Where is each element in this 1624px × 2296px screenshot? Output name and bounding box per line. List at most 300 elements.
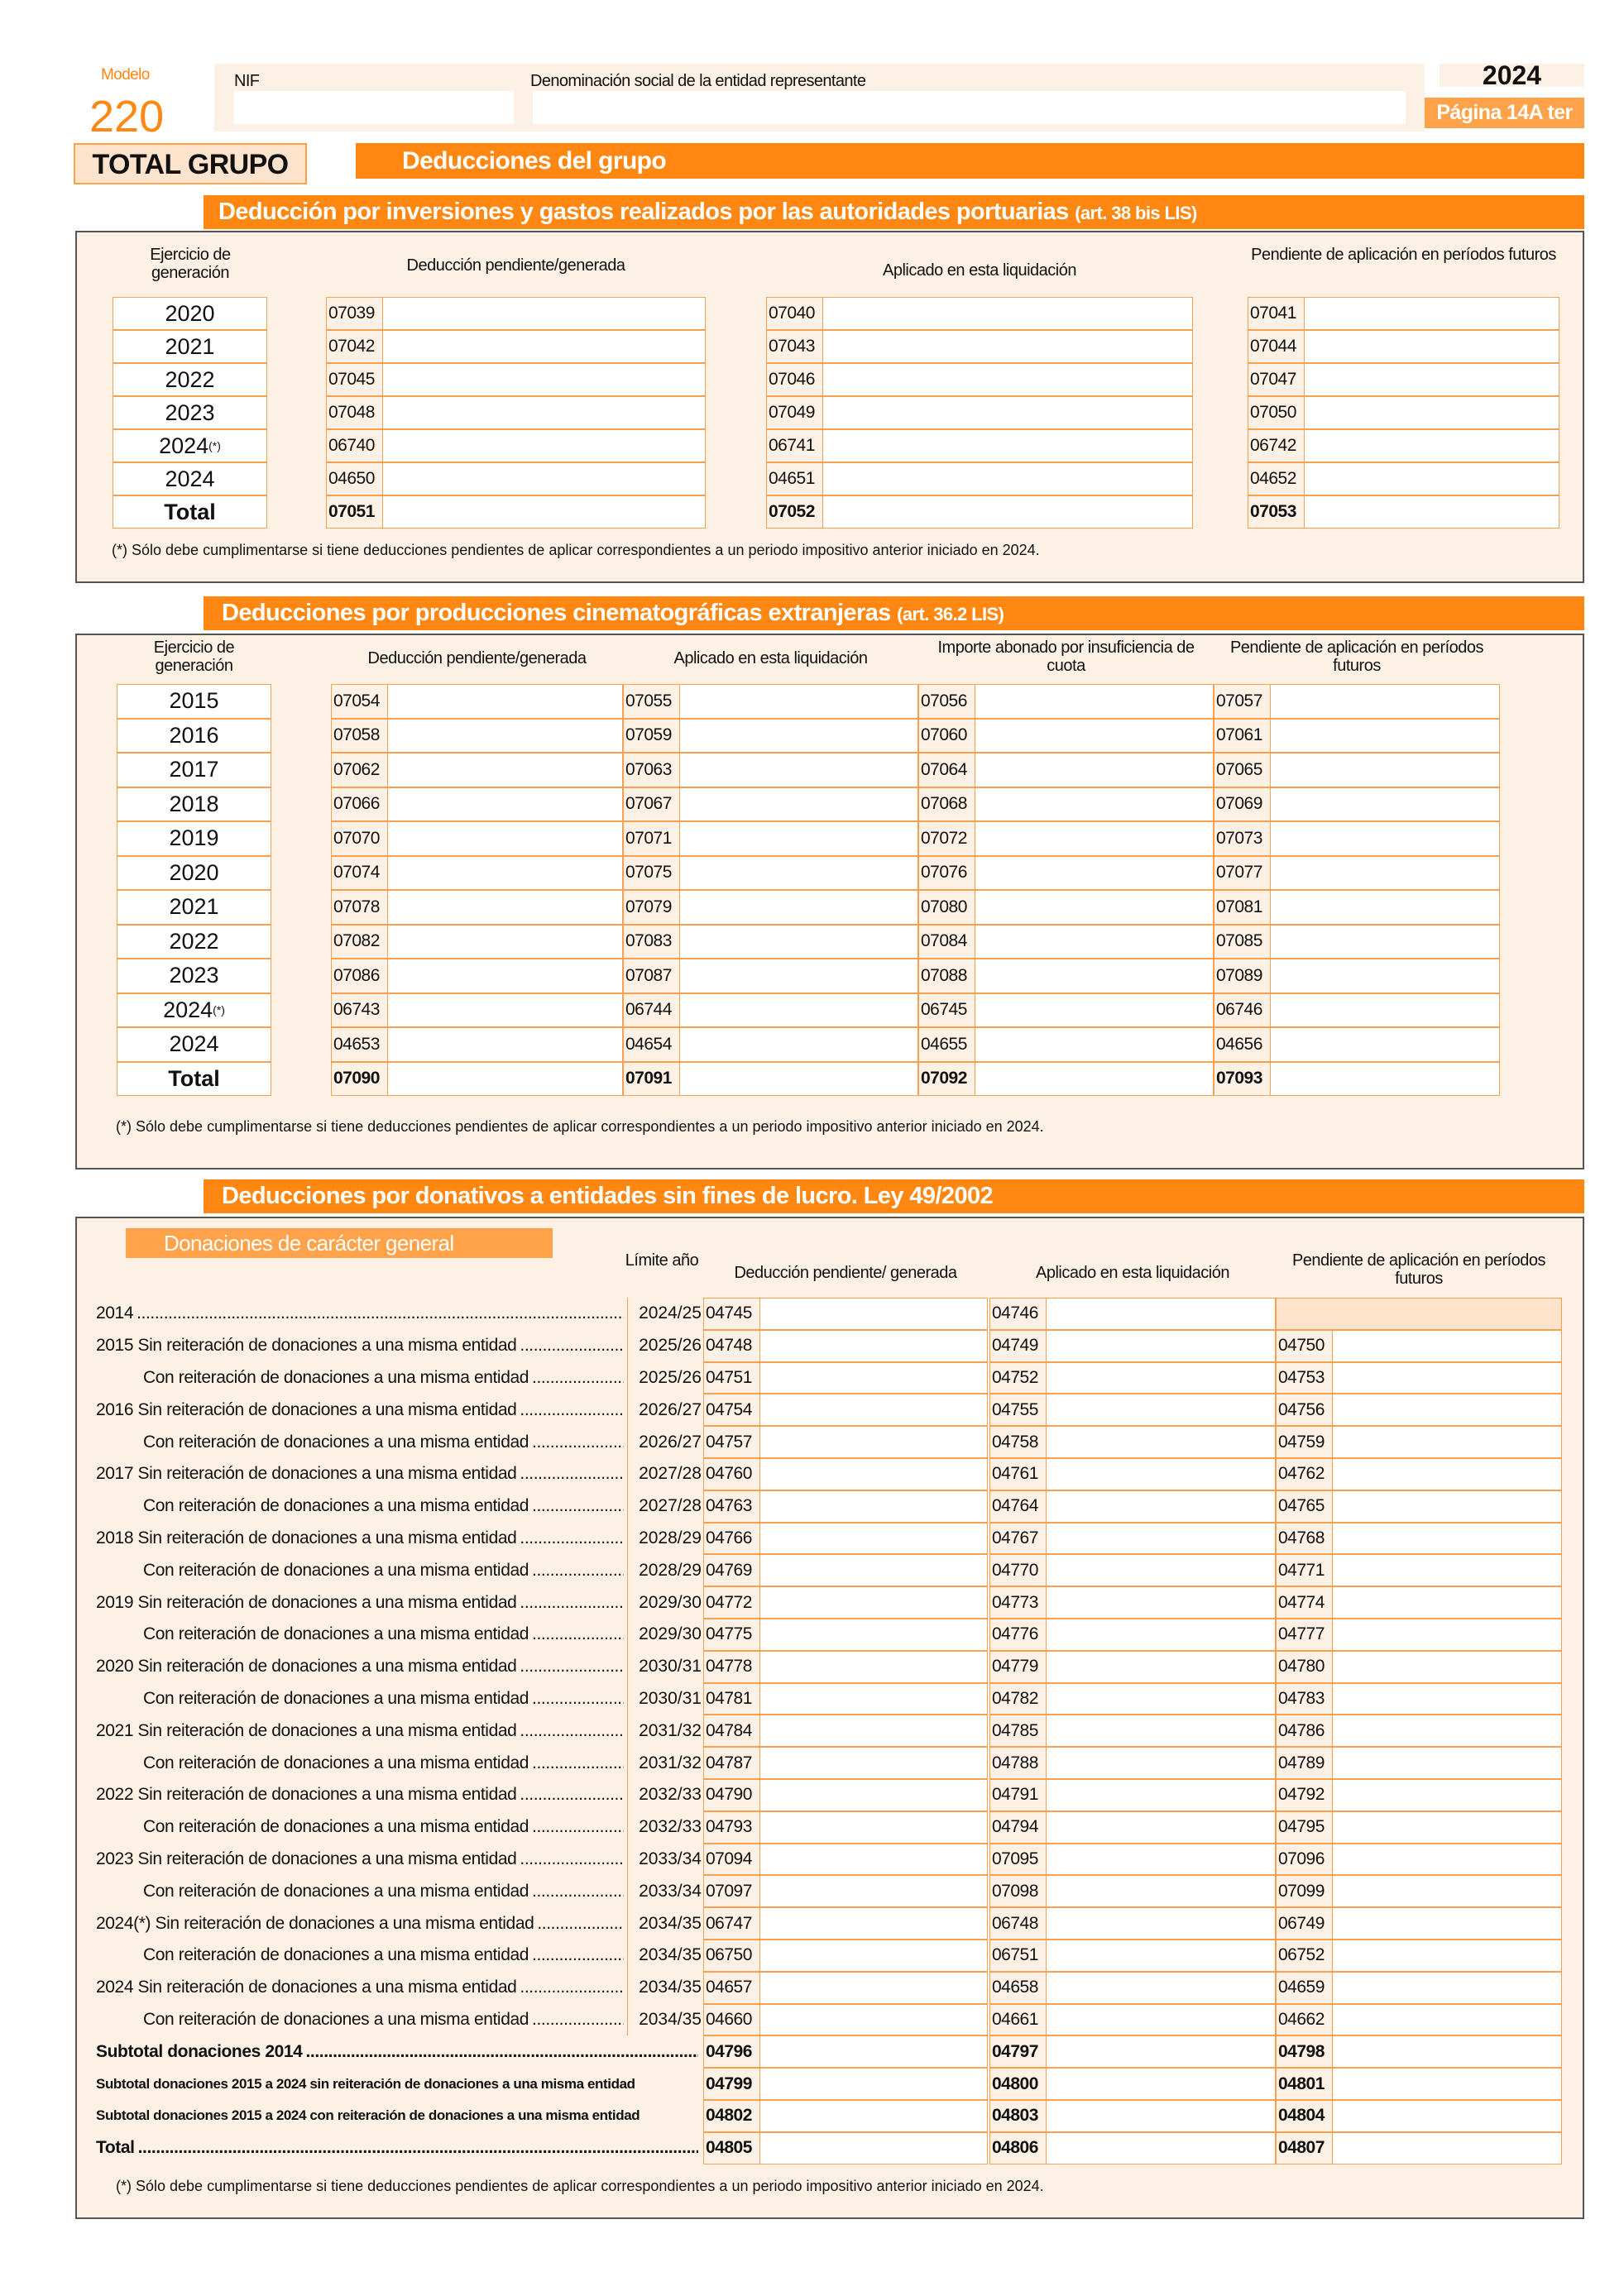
amount-field[interactable] xyxy=(989,1811,1276,1844)
amount-field[interactable] xyxy=(326,429,706,462)
amount-field[interactable] xyxy=(703,1458,988,1490)
amount-field[interactable] xyxy=(766,495,1193,529)
field-code: 07073 xyxy=(1214,822,1271,855)
section-title: Deducciones del grupo xyxy=(356,143,1584,179)
row-label xyxy=(96,1523,624,1555)
row-label xyxy=(96,1394,624,1426)
amount-field[interactable] xyxy=(1276,1940,1562,1972)
field-code: 04789 xyxy=(1277,1748,1333,1778)
limit-year: 2025/26 xyxy=(627,1330,703,1362)
amount-field[interactable] xyxy=(703,1811,988,1844)
row-label-text: 2014 xyxy=(96,1303,134,1323)
limit-year: 2028/29 xyxy=(627,1554,703,1586)
field-code: 04749 xyxy=(990,1331,1047,1361)
field-code: 07043 xyxy=(767,331,823,362)
s1-title-text: Deducción por inversiones y gastos realizados por las autoridades portuarias xyxy=(218,199,1069,225)
amount-field[interactable] xyxy=(989,1683,1276,1715)
nif-input[interactable] xyxy=(234,91,514,124)
field-code: 07056 xyxy=(919,685,975,718)
amount-field[interactable] xyxy=(1276,1554,1562,1586)
amount-field[interactable] xyxy=(703,1907,988,1940)
amount-field[interactable] xyxy=(331,959,623,993)
amount-field[interactable] xyxy=(331,684,623,719)
field-code: 04762 xyxy=(1277,1459,1333,1490)
field-code: 04746 xyxy=(990,1299,1047,1329)
field-code: 04755 xyxy=(990,1394,1047,1425)
amount-field[interactable] xyxy=(703,1298,988,1330)
row-label xyxy=(96,1907,624,1940)
amount-field[interactable] xyxy=(623,890,918,925)
amount-field[interactable] xyxy=(918,1027,1214,1062)
amount-field[interactable] xyxy=(703,1554,988,1586)
amount-field[interactable] xyxy=(918,821,1214,856)
amount-field[interactable] xyxy=(703,2004,988,2036)
field-code: 04765 xyxy=(1277,1491,1333,1522)
amount-field[interactable] xyxy=(1214,925,1500,959)
amount-field[interactable] xyxy=(989,2132,1276,2164)
amount-field[interactable] xyxy=(918,719,1214,753)
field-code: 04791 xyxy=(990,1780,1047,1810)
row-label-text: Con reiteración de donaciones a una misma entidad xyxy=(143,1624,529,1644)
amount-field[interactable] xyxy=(623,959,918,993)
field-code: 04784 xyxy=(704,1715,760,1746)
field-code: 07058 xyxy=(332,720,388,753)
field-code: 07083 xyxy=(624,926,680,959)
amount-field[interactable] xyxy=(703,1394,988,1426)
dot-leader xyxy=(532,1368,624,1388)
amount-field[interactable] xyxy=(766,330,1193,363)
amount-field[interactable] xyxy=(766,429,1193,462)
amount-field[interactable] xyxy=(989,1844,1276,1876)
amount-field[interactable] xyxy=(331,1027,623,1062)
limit-year: 2033/34 xyxy=(627,1875,703,1907)
dot-leader xyxy=(532,1561,624,1581)
amount-field[interactable] xyxy=(331,1062,623,1097)
column-header: Importe abonado por insuficiencia de cuota xyxy=(937,639,1195,675)
amount-field[interactable] xyxy=(1276,1330,1562,1362)
row-label-text: Con reiteración de donaciones a una misma entidad xyxy=(143,2009,529,2029)
field-code: 04787 xyxy=(704,1748,760,1778)
amount-field[interactable] xyxy=(1276,1875,1562,1907)
amount-field[interactable] xyxy=(331,753,623,787)
field-code: 07084 xyxy=(919,926,975,959)
field-code: 04764 xyxy=(990,1491,1047,1522)
amount-field[interactable] xyxy=(989,1426,1276,1458)
note-mark: (*) xyxy=(213,1003,225,1017)
field-code: 04778 xyxy=(704,1652,760,1682)
amount-field[interactable] xyxy=(918,890,1214,925)
amount-field[interactable] xyxy=(703,1683,988,1715)
column-header: Aplicado en esta liquidación xyxy=(1036,1264,1229,1282)
field-code: 06750 xyxy=(704,1940,760,1971)
row-label-text: Con reiteración de donaciones a una misma entidad xyxy=(143,1432,529,1452)
amount-field[interactable] xyxy=(331,925,623,959)
year-cell xyxy=(117,753,271,787)
field-code: 07072 xyxy=(919,822,975,855)
field-code: 07042 xyxy=(327,331,383,362)
amount-field[interactable] xyxy=(623,753,918,787)
field-code: 06742 xyxy=(1248,430,1305,462)
amount-field[interactable] xyxy=(331,719,623,753)
amount-field[interactable] xyxy=(989,2068,1276,2100)
limit-year: 2032/33 xyxy=(627,1811,703,1844)
amount-field[interactable] xyxy=(989,1972,1276,2004)
year-label: 2024 xyxy=(169,1031,219,1057)
amount-field[interactable] xyxy=(1214,753,1500,787)
amount-field[interactable] xyxy=(703,1523,988,1555)
amount-field[interactable] xyxy=(1214,719,1500,753)
amount-field[interactable] xyxy=(703,1779,988,1811)
amount-field[interactable] xyxy=(1214,959,1500,993)
dot-leader xyxy=(537,1914,624,1934)
amount-field[interactable] xyxy=(331,890,623,925)
field-code: 04650 xyxy=(327,463,383,495)
row-label-text: Subtotal donaciones 2015 a 2024 con reiteración de donaciones a una misma entidad xyxy=(96,2107,640,2124)
amount-field[interactable] xyxy=(326,363,706,396)
amount-field[interactable] xyxy=(989,1523,1276,1555)
amount-field[interactable] xyxy=(1214,993,1500,1028)
amount-field[interactable] xyxy=(1248,495,1559,529)
amount-field[interactable] xyxy=(989,1394,1276,1426)
row-label-text: Con reiteración de donaciones a una misma entidad xyxy=(143,1881,529,1901)
field-code: 07057 xyxy=(1214,685,1271,718)
amount-field[interactable] xyxy=(703,1715,988,1747)
amount-field[interactable] xyxy=(1276,2004,1562,2036)
amount-field[interactable] xyxy=(703,1586,988,1619)
field-code: 04776 xyxy=(990,1619,1047,1650)
dot-leader xyxy=(532,1624,624,1644)
row-label-text: 2020 Sin reiteración de donaciones a una misma entidad xyxy=(96,1657,517,1677)
amount-field[interactable] xyxy=(703,1844,988,1876)
amount-field[interactable] xyxy=(703,1940,988,1972)
amount-field[interactable] xyxy=(1276,1619,1562,1651)
column-header: Ejercicio de generación xyxy=(150,246,231,282)
field-code: 04753 xyxy=(1277,1363,1333,1394)
amount-field[interactable] xyxy=(703,1426,988,1458)
amount-field[interactable] xyxy=(989,1298,1276,1330)
field-code: 07094 xyxy=(704,1844,760,1875)
amount-field[interactable] xyxy=(1276,1683,1562,1715)
amount-field[interactable] xyxy=(326,462,706,495)
column-header: Deducción pendiente/generada xyxy=(367,649,587,667)
amount-field[interactable] xyxy=(989,2004,1276,2036)
dot-leader xyxy=(305,2042,698,2062)
s2-title xyxy=(204,596,1584,630)
field-code: 07089 xyxy=(1214,959,1271,993)
amount-field[interactable] xyxy=(1248,462,1559,495)
amount-field[interactable] xyxy=(989,1940,1276,1972)
amount-field[interactable] xyxy=(326,330,706,363)
field-code: 07098 xyxy=(990,1876,1047,1906)
field-code: 04757 xyxy=(704,1427,760,1457)
limit-year: 2029/30 xyxy=(627,1619,703,1651)
field-code: 04795 xyxy=(1277,1812,1333,1843)
amount-field[interactable] xyxy=(326,297,706,330)
amount-field[interactable] xyxy=(1276,1523,1562,1555)
amount-field[interactable] xyxy=(623,993,918,1028)
column-header: Deducción pendiente/ generada xyxy=(734,1264,957,1282)
amount-field[interactable] xyxy=(766,462,1193,495)
field-code: 07070 xyxy=(332,822,388,855)
year-label: 2023 xyxy=(169,963,219,988)
field-code: 07053 xyxy=(1248,496,1305,528)
amount-field[interactable] xyxy=(703,2132,988,2164)
field-code: 07097 xyxy=(704,1876,760,1906)
year-label: 2020 xyxy=(169,859,219,885)
row-label-text: Con reiteración de donaciones a una misma entidad xyxy=(143,1560,529,1580)
amount-field[interactable] xyxy=(918,959,1214,993)
amount-field[interactable] xyxy=(1248,429,1559,462)
amount-field[interactable] xyxy=(1276,1811,1562,1844)
field-code: 04781 xyxy=(704,1684,760,1715)
field-code: 04779 xyxy=(990,1652,1047,1682)
year-cell xyxy=(113,363,267,396)
row-label xyxy=(96,1458,624,1490)
amount-field[interactable] xyxy=(918,684,1214,719)
year-cell xyxy=(117,787,271,822)
field-code: 04775 xyxy=(704,1619,760,1650)
dot-leader xyxy=(520,1978,624,1997)
amount-field[interactable] xyxy=(1276,1972,1562,2004)
amount-field[interactable] xyxy=(623,719,918,753)
s3-note: (*) Sólo debe cumplimentarse si tiene deducciones pendientes de aplicar correspondientes a un periodo impositivo anterior iniciado en 2024. xyxy=(116,2178,1044,2194)
amount-field[interactable] xyxy=(1276,1394,1562,1426)
amount-field[interactable] xyxy=(331,787,623,822)
amount-field[interactable] xyxy=(1214,821,1500,856)
row-label-text: 2024 Sin reiteración de donaciones a una misma entidad xyxy=(96,1978,517,1997)
year-cell xyxy=(113,429,267,462)
field-code: 06743 xyxy=(332,994,388,1027)
amount-field[interactable] xyxy=(989,1651,1276,1683)
field-code: 07095 xyxy=(990,1844,1047,1875)
field-code: 04799 xyxy=(704,2069,760,2099)
field-code: 04752 xyxy=(990,1363,1047,1394)
amount-field[interactable] xyxy=(1248,330,1559,363)
s2-note: (*) Sólo debe cumplimentarse si tiene deducciones pendientes de aplicar correspondientes a un periodo impositivo anterior iniciado en 2024. xyxy=(116,1118,1044,1135)
limit-year: 2027/28 xyxy=(627,1458,703,1490)
year-label: 2020 xyxy=(165,300,215,326)
amount-field[interactable] xyxy=(1276,1715,1562,1747)
dot-leader xyxy=(532,2010,624,2030)
amount-field[interactable] xyxy=(918,993,1214,1028)
modelo-number: 220 xyxy=(89,92,165,141)
row-label-text: 2021 Sin reiteración de donaciones a una misma entidad xyxy=(96,1720,517,1740)
amount-field[interactable] xyxy=(989,1779,1276,1811)
year-cell xyxy=(117,925,271,959)
amount-field[interactable] xyxy=(703,2068,988,2100)
field-code: 07059 xyxy=(624,720,680,753)
amount-field[interactable] xyxy=(331,993,623,1028)
field-code: 07064 xyxy=(919,753,975,787)
limit-year: 2024/25 xyxy=(627,1298,703,1330)
field-code: 04807 xyxy=(1277,2133,1333,2164)
amount-field[interactable] xyxy=(703,1875,988,1907)
amount-field[interactable] xyxy=(331,821,623,856)
amount-field[interactable] xyxy=(1214,1027,1500,1062)
row-label-text: Con reiteración de donaciones a una misma entidad xyxy=(143,1753,529,1772)
amount-field[interactable] xyxy=(623,787,918,822)
field-code: 04785 xyxy=(990,1715,1047,1746)
field-code: 07068 xyxy=(919,788,975,821)
row-label-text: 2016 Sin reiteración de donaciones a una misma entidad xyxy=(96,1399,517,1419)
amount-field[interactable] xyxy=(989,1619,1276,1651)
amount-field[interactable] xyxy=(623,1062,918,1097)
amount-field[interactable] xyxy=(766,396,1193,429)
amount-field[interactable] xyxy=(1276,1747,1562,1779)
field-code: 07046 xyxy=(767,364,823,395)
amount-field[interactable] xyxy=(703,1651,988,1683)
row-label-text: 2015 Sin reiteración de donaciones a una misma entidad xyxy=(96,1336,517,1356)
field-code: 07096 xyxy=(1277,1844,1333,1875)
limit-year: 2027/28 xyxy=(627,1490,703,1523)
amount-field[interactable] xyxy=(918,856,1214,891)
limit-year: 2034/35 xyxy=(627,2004,703,2036)
amount-field[interactable] xyxy=(1214,684,1500,719)
amount-field[interactable] xyxy=(1276,1844,1562,1876)
field-code: 07041 xyxy=(1248,298,1305,329)
amount-field[interactable] xyxy=(623,821,918,856)
amount-field[interactable] xyxy=(989,1747,1276,1779)
dot-leader xyxy=(520,1849,624,1869)
subtotal-label xyxy=(96,2100,698,2132)
field-code: 04780 xyxy=(1277,1652,1333,1682)
amount-field[interactable] xyxy=(989,2100,1276,2132)
row-label xyxy=(143,1490,624,1523)
limit-year: 2034/35 xyxy=(627,1907,703,1940)
amount-field[interactable] xyxy=(703,1972,988,2004)
field-code: 04759 xyxy=(1277,1427,1333,1457)
field-code: 04773 xyxy=(990,1587,1047,1618)
field-code: 04655 xyxy=(919,1028,975,1061)
amount-field[interactable] xyxy=(1276,2068,1562,2100)
amount-field[interactable] xyxy=(1276,1651,1562,1683)
row-label xyxy=(96,1330,624,1362)
amount-field[interactable] xyxy=(989,1875,1276,1907)
amount-field[interactable] xyxy=(989,1362,1276,1394)
year-cell xyxy=(117,1027,271,1062)
year-label: 2024 xyxy=(165,466,215,491)
amount-field[interactable] xyxy=(918,1062,1214,1097)
dot-leader xyxy=(520,1785,624,1805)
amount-field[interactable] xyxy=(623,1027,918,1062)
denominacion-input[interactable] xyxy=(533,91,1406,124)
year-label: 2022 xyxy=(165,366,215,392)
limit-year: 2031/32 xyxy=(627,1747,703,1779)
amount-field[interactable] xyxy=(703,1747,988,1779)
amount-field[interactable] xyxy=(703,2035,988,2068)
amount-field[interactable] xyxy=(989,2035,1276,2068)
disabled-field xyxy=(1276,1298,1562,1330)
field-code: 07087 xyxy=(624,959,680,993)
field-code: 06746 xyxy=(1214,994,1271,1027)
amount-field[interactable] xyxy=(989,1586,1276,1619)
amount-field[interactable] xyxy=(766,297,1193,330)
row-label xyxy=(96,1586,624,1619)
row-label xyxy=(143,1554,624,1586)
field-code: 07090 xyxy=(332,1063,388,1096)
field-code: 07061 xyxy=(1214,720,1271,753)
field-code: 07049 xyxy=(767,397,823,428)
amount-field[interactable] xyxy=(1276,1586,1562,1619)
amount-field[interactable] xyxy=(1276,1458,1562,1490)
amount-field[interactable] xyxy=(703,1490,988,1523)
amount-field[interactable] xyxy=(1248,396,1559,429)
year-label: 2023 xyxy=(165,399,215,425)
amount-field[interactable] xyxy=(1276,2100,1562,2132)
amount-field[interactable] xyxy=(703,1619,988,1651)
field-code: 04805 xyxy=(704,2133,760,2164)
amount-field[interactable] xyxy=(703,1330,988,1362)
amount-field[interactable] xyxy=(989,1458,1276,1490)
amount-field[interactable] xyxy=(1276,1426,1562,1458)
amount-field[interactable] xyxy=(1214,1062,1500,1097)
amount-field[interactable] xyxy=(989,1907,1276,1940)
amount-field[interactable] xyxy=(623,684,918,719)
s1-note: (*) Sólo debe cumplimentarse si tiene deducciones pendientes de aplicar correspondientes a un periodo impositivo anterior iniciado en 2024. xyxy=(112,542,1040,558)
year-cell xyxy=(117,959,271,993)
field-code: 07085 xyxy=(1214,926,1271,959)
amount-field[interactable] xyxy=(989,1715,1276,1747)
row-label-text: 2023 Sin reiteración de donaciones a una misma entidad xyxy=(96,1849,517,1868)
row-label-text: 2017 Sin reiteración de donaciones a una misma entidad xyxy=(96,1464,517,1484)
amount-field[interactable] xyxy=(918,925,1214,959)
year-label: 2024 xyxy=(1440,64,1584,87)
amount-field[interactable] xyxy=(1276,1907,1562,1940)
amount-field[interactable] xyxy=(1248,297,1559,330)
amount-field[interactable] xyxy=(989,1330,1276,1362)
amount-field[interactable] xyxy=(918,787,1214,822)
field-code: 04794 xyxy=(990,1812,1047,1843)
amount-field[interactable] xyxy=(331,856,623,891)
amount-field[interactable] xyxy=(623,925,918,959)
limit-year: 2028/29 xyxy=(627,1523,703,1555)
amount-field[interactable] xyxy=(1276,1362,1562,1394)
amount-field[interactable] xyxy=(623,856,918,891)
amount-field[interactable] xyxy=(1276,1779,1562,1811)
dot-leader xyxy=(532,1882,624,1901)
amount-field[interactable] xyxy=(1214,890,1500,925)
dot-leader xyxy=(532,1753,624,1773)
amount-field[interactable] xyxy=(326,495,706,529)
field-code: 04802 xyxy=(704,2101,760,2131)
amount-field[interactable] xyxy=(1248,363,1559,396)
amount-field[interactable] xyxy=(989,1490,1276,1523)
year-cell xyxy=(113,297,267,330)
year-label: Total xyxy=(168,1065,220,1091)
amount-field[interactable] xyxy=(326,396,706,429)
amount-field[interactable] xyxy=(703,1362,988,1394)
amount-field[interactable] xyxy=(1276,1490,1562,1523)
field-code: 07080 xyxy=(919,891,975,924)
row-label-text: Con reiteración de donaciones a una misma entidad xyxy=(143,1945,529,1965)
amount-field[interactable] xyxy=(1214,787,1500,822)
limit-year: 2025/26 xyxy=(627,1362,703,1394)
field-code: 07099 xyxy=(1277,1876,1333,1906)
amount-field[interactable] xyxy=(1276,2035,1562,2068)
amount-field[interactable] xyxy=(1214,856,1500,891)
denominacion-label: Denominación social de la entidad representante xyxy=(530,72,866,90)
amount-field[interactable] xyxy=(703,2100,988,2132)
year-cell xyxy=(117,719,271,753)
amount-field[interactable] xyxy=(1276,2132,1562,2164)
amount-field[interactable] xyxy=(989,1554,1276,1586)
limit-year: 2033/34 xyxy=(627,1844,703,1876)
field-code: 04745 xyxy=(704,1299,760,1329)
amount-field[interactable] xyxy=(766,363,1193,396)
column-header: Aplicado en esta liquidación xyxy=(883,261,1076,280)
dot-leader xyxy=(138,2138,698,2158)
amount-field[interactable] xyxy=(918,753,1214,787)
